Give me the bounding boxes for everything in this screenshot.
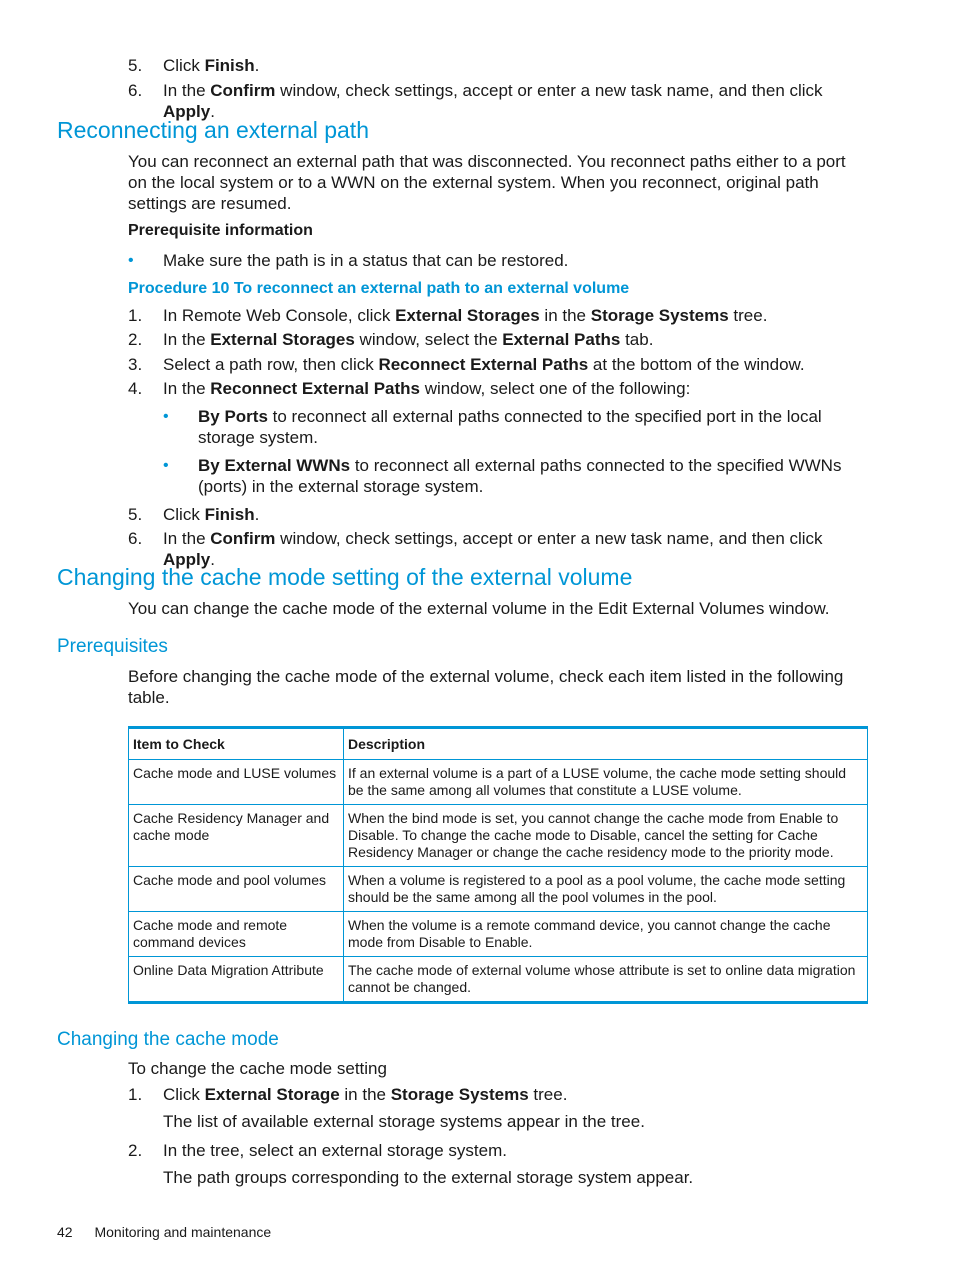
table-cell: When a volume is registered to a pool as a pool volume, the cache mode setting should be the same among all the pool volumes in the pool. (344, 867, 868, 912)
table-cell: Cache mode and LUSE volumes (129, 760, 344, 805)
prerequisites-heading: Prerequisites (57, 636, 168, 657)
step-number: 6. (128, 81, 143, 100)
table-cell: Cache Residency Manager and cache mode (129, 805, 344, 867)
top-step-5: 5. Click Finish. (128, 56, 260, 75)
page-number: 42 (57, 1224, 73, 1240)
proc-step-6: 6. In the Confirm window, check settings, accept or enter a new task name, and then click Apply. (128, 529, 823, 569)
table-row (129, 760, 868, 805)
prerequisites-text: Before changing the cache mode of the external volume, check each item listed in the following table. (128, 667, 844, 707)
column-header: Description (344, 728, 868, 760)
footer-title: Monitoring and maintenance (94, 1224, 272, 1240)
proc-step-4: 4. In the Reconnect External Paths window, select one of the following: (128, 379, 691, 398)
sub-bullet-by-wwns: • By External WWNs to reconnect all external paths connected to the specified WWNs (ports) in the external storage system. (163, 456, 842, 496)
table-cell: Cache mode and remote command devices (129, 912, 344, 957)
table-row (129, 805, 868, 867)
bullet-icon: • (128, 252, 134, 269)
prereq-label: Prerequisite information (128, 222, 313, 239)
step-number: 5. (128, 56, 143, 75)
procedure-title: Procedure 10 To reconnect an external path to an external volume (128, 280, 630, 297)
changing-cache-mode-heading: Changing the cache mode (57, 1029, 279, 1050)
page-footer (57, 1223, 271, 1241)
change-step-2: 2. In the tree, select an external storage system. (128, 1141, 507, 1160)
proc-step-3: 3. Select a path row, then click Reconnect External Paths at the bottom of the window. (128, 355, 805, 374)
table-header-row (129, 728, 868, 760)
table-row (129, 957, 868, 1003)
proc-step-1: 1. In Remote Web Console, click External Storages in the Storage Systems tree. (128, 306, 768, 325)
reconnect-intro: You can reconnect an external path that was disconnected. You reconnect paths either to a port on the local system or to a WWN on the external system. When you reconnect, original path settings are resumed. (128, 152, 846, 213)
changing-cache-mode-intro: To change the cache mode setting (128, 1059, 387, 1078)
table-cell: If an external volume is a part of a LUSE volume, the cache mode setting should be the same among all volumes that constitute a LUSE volume. (344, 760, 868, 805)
table-row (129, 912, 868, 957)
section-heading-cache-mode: Changing the cache mode setting of the external volume (57, 564, 633, 590)
proc-step-2: 2. In the External Storages window, select the External Paths tab. (128, 330, 654, 349)
sub-bullet-by-ports: • By Ports to reconnect all external paths connected to the specified port in the local storage system. (163, 407, 822, 447)
change-step-1-result: The list of available external storage systems appear in the tree. (163, 1112, 645, 1131)
table-row (129, 867, 868, 912)
table-cell: When the volume is a remote command device, you cannot change the cache mode from Disable to Enable. (344, 912, 868, 957)
top-step-6: 6. In the Confirm window, check settings, accept or enter a new task name, and then click Apply. (128, 81, 823, 121)
column-header: Item to Check (129, 728, 344, 760)
section-heading-reconnect: Reconnecting an external path (57, 117, 369, 143)
table-cell: The cache mode of external volume whose attribute is set to online data migration cannot be changed. (344, 957, 868, 1003)
table-cell: When the bind mode is set, you cannot change the cache mode from Enable to Disable. To change the cache mode to Disable, cancel the setting for Cache Residency Manager or change the cache residency mode to the priority mode. (344, 805, 868, 867)
table-cell: Online Data Migration Attribute (129, 957, 344, 1003)
proc-step-5: 5. Click Finish. (128, 505, 260, 524)
bullet-icon: • (163, 457, 169, 474)
change-step-1: 1. Click External Storage in the Storage Systems tree. (128, 1085, 568, 1104)
prerequisites-table (128, 726, 868, 1004)
bullet-icon: • (163, 408, 169, 425)
table-cell: Cache mode and pool volumes (129, 867, 344, 912)
cache-mode-intro: You can change the cache mode of the external volume in the Edit External Volumes window. (128, 599, 830, 618)
change-step-2-result: The path groups corresponding to the external storage system appear. (163, 1168, 694, 1187)
